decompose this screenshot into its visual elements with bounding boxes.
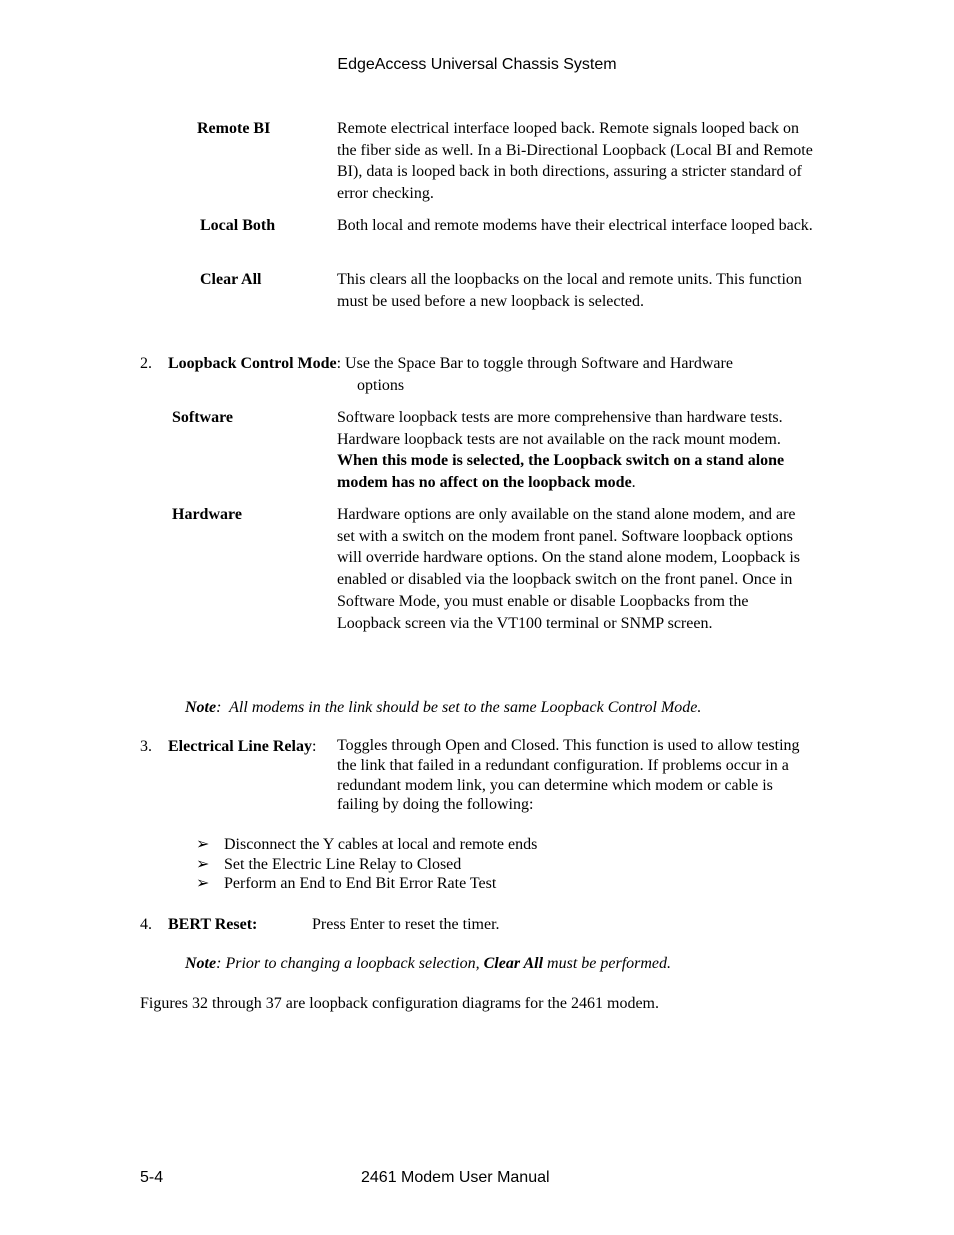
note-loopback-mode bbox=[185, 697, 701, 719]
definition-clear-all: This clears all the loopbacks on the local and remote units. This function must be used before a new loopback is selected. bbox=[337, 271, 802, 310]
item-number: 2. bbox=[140, 355, 152, 372]
note-text: : All modems in the link should be set to the same Loopback Control Mode. bbox=[216, 699, 702, 716]
arrow-bullet-icon: ➢ bbox=[196, 856, 210, 873]
page-header: EdgeAccess Universal Chassis System bbox=[337, 56, 617, 73]
note-text-bold: Clear All bbox=[483, 955, 544, 972]
note-text-pre: : Prior to changing a loopback selection, bbox=[216, 955, 484, 972]
item-title: Loopback Control Mode bbox=[168, 355, 337, 372]
item-text-continuation: options bbox=[357, 377, 405, 394]
definition-remote-bi: Remote electrical interface looped back. Remote signals looped back on the fiber side as well. In a Bi-Directional Loopback (Local BI and Remote BI), data is looped back in both directions, assuring a stricter standard of error checking. bbox=[337, 120, 813, 203]
definition-software bbox=[337, 407, 807, 494]
closing-paragraph: Figures 32 through 37 are loopback configuration diagrams for the 2461 modem. bbox=[140, 995, 659, 1012]
software-bold-text: When this mode is selected, the Loopback switch on a stand alone modem has no affect on the loopback mode bbox=[337, 452, 785, 492]
bullet-text: Disconnect the Y cables at local and remote ends bbox=[224, 836, 538, 853]
item-text: : Use the Space Bar to toggle through Software and Hardware bbox=[336, 355, 733, 372]
definition-local-both: Both local and remote modems have their electrical interface looped back. bbox=[337, 217, 813, 234]
bullet-item bbox=[196, 874, 496, 894]
bullet-item bbox=[196, 855, 461, 875]
term-remote-bi: Remote BI bbox=[197, 120, 271, 137]
item-text: Press Enter to reset the timer. bbox=[312, 916, 500, 933]
arrow-bullet-icon: ➢ bbox=[196, 836, 210, 853]
note-clear-all bbox=[185, 953, 671, 975]
bullet-text: Set the Electric Line Relay to Closed bbox=[224, 856, 462, 873]
item-heading-line bbox=[168, 736, 316, 758]
software-text: Software loopback tests are more comprehensive than hardware tests. Hardware loopback tests are not available on the rack mount modem. bbox=[337, 409, 783, 448]
arrow-bullet-icon: ➢ bbox=[196, 875, 210, 892]
item-description: Toggles through Open and Closed. This function is used to allow testing the link that failed in a redundant configuration. If problems occur in a redundant modem link, you can determine which modem or cable is failing by doing the following: bbox=[337, 737, 800, 814]
bullet-item bbox=[196, 835, 537, 855]
bullet-text: Perform an End to End Bit Error Rate Test bbox=[224, 875, 497, 892]
term-clear-all: Clear All bbox=[200, 271, 262, 288]
item-number: 3. bbox=[140, 738, 152, 755]
item-heading-line bbox=[168, 353, 733, 375]
note-label: Note bbox=[185, 955, 217, 972]
software-end: . bbox=[631, 474, 636, 492]
item-title: Electrical Line Relay bbox=[168, 738, 312, 755]
note-label: Note bbox=[185, 699, 217, 716]
page-number: 5-4 bbox=[140, 1169, 164, 1186]
term-local-both: Local Both bbox=[200, 217, 276, 234]
term-software: Software bbox=[172, 409, 234, 426]
item-number: 4. bbox=[140, 916, 152, 933]
definition-hardware: Hardware options are only available on the stand alone modem, and are set with a switch on the modem front panel. Software loopback options will override hardware options. On the stand alone modem, Loopback is enabled or disabled via the loopback switch on the front panel. Once in Software Mode, you must enable or disable Loopbacks from the Loopback screen via the VT100 terminal or SNMP screen. bbox=[337, 506, 800, 632]
footer-title: 2461 Modem User Manual bbox=[361, 1169, 550, 1186]
item-colon: : bbox=[311, 738, 317, 755]
note-text-post: must be performed. bbox=[543, 955, 672, 972]
term-hardware: Hardware bbox=[172, 506, 242, 523]
item-title: BERT Reset: bbox=[168, 916, 258, 933]
